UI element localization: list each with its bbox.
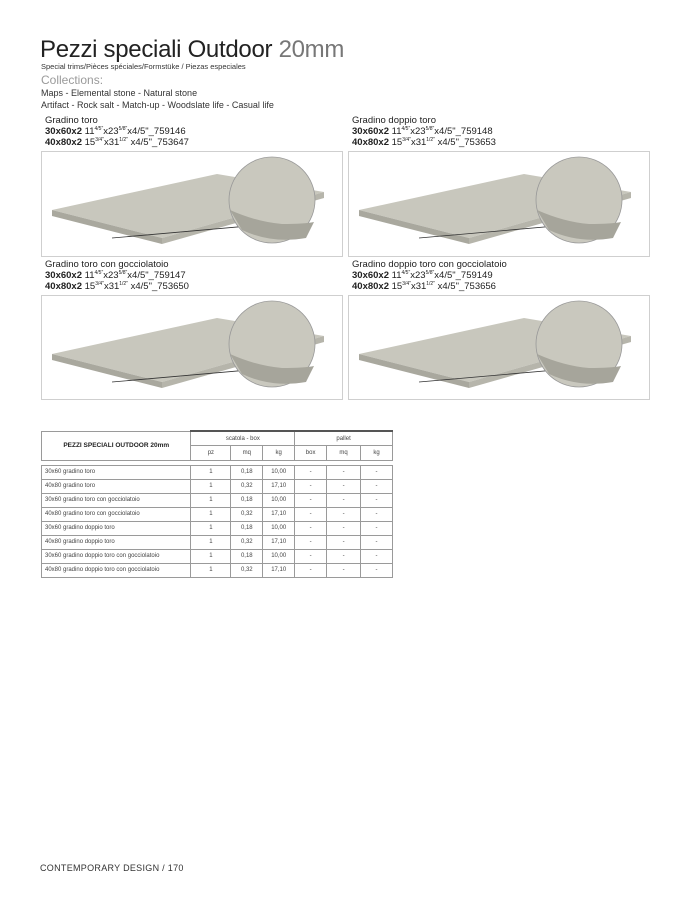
- table-row: 40x80 gradino toro 1 0,32 17,10 - - -: [42, 479, 393, 493]
- product-size-line: 30x60x2 $11^{4/5"}x23^{5/8"}x4/5"\_759148$: [352, 125, 493, 137]
- product-size-line: 40x80x2 $15^{3/4"}x31^{1/2"}$ x4/5"_753647: [45, 136, 189, 148]
- product-name: Gradino toro: [45, 115, 98, 126]
- column-header: mq: [231, 446, 263, 460]
- column-header: box: [295, 446, 327, 460]
- table-group-box: scatola - box: [191, 431, 295, 446]
- product-image-gradino-doppio-toro: [348, 151, 650, 257]
- size-code: 30x60x2: [352, 126, 389, 137]
- product-size-line: 30x60x2 $11^{4/5"}x23^{5/8"}x4/5"\_759147$: [45, 269, 186, 281]
- page-title-main: Pezzi speciali Outdoor: [40, 36, 273, 63]
- collections-line-2: Artifact - Rock salt - Match-up - Woodslate life - Casual life: [41, 100, 274, 110]
- collections-line-1: Maps - Elemental stone - Natural stone: [41, 88, 198, 98]
- size-code: 30x60x2: [352, 270, 389, 281]
- table-group-pallet: pallet: [295, 431, 393, 446]
- column-header: pz: [191, 446, 231, 460]
- page-title: [40, 36, 344, 64]
- product-image-gradino-toro-gocciolatoio: [41, 295, 343, 400]
- size-code: 40x80x2: [45, 281, 82, 292]
- product-image-gradino-doppio-toro-gocciolatoio: [348, 295, 650, 400]
- product-image-gradino-toro: [41, 151, 343, 257]
- collections-label: Collections:: [41, 73, 104, 87]
- table-header-main: PEZZI SPECIALI OUTDOOR 20mm: [42, 431, 191, 460]
- table-row: 40x80 gradino toro con gocciolatoio 1 0,32 17,10 - - -: [42, 507, 393, 521]
- page-subtitle: Special trims/Pièces spéciales/Formstüke / Piezas especiales: [41, 62, 246, 71]
- size-code: 40x80x2: [45, 137, 82, 148]
- product-name: Gradino doppio toro: [352, 115, 436, 126]
- column-header: mq: [327, 446, 361, 460]
- packaging-table: [41, 430, 393, 578]
- product-size-line: 30x60x2 $11^{4/5"}x23^{5/8"}x4/5"\_759149$: [352, 269, 493, 281]
- size-code: 30x60x2: [45, 126, 82, 137]
- column-header: kg: [263, 446, 295, 460]
- product-size-line: 40x80x2 $15^{3/4"}x31^{1/2"}$ x4/5"_753650: [45, 280, 189, 292]
- product-size-line: 40x80x2 $15^{3/4"}x31^{1/2"}$ x4/5"_753656: [352, 280, 496, 292]
- page-footer: CONTEMPORARY DESIGN / 170: [40, 863, 184, 873]
- table-row: 30x60 gradino doppio toro 1 0,18 10,00 - - -: [42, 521, 393, 535]
- page-title-thickness: 20mm: [278, 36, 345, 63]
- table-row: 30x60 gradino toro 1 0,18 10,00 - - -: [42, 465, 393, 479]
- size-code: 40x80x2: [352, 281, 389, 292]
- product-name: Gradino doppio toro con gocciolatoio: [352, 259, 507, 270]
- size-code: 30x60x2: [45, 270, 82, 281]
- table-row: 40x80 gradino doppio toro 1 0,32 17,10 - - -: [42, 535, 393, 549]
- product-size-line: 40x80x2 $15^{3/4"}x31^{1/2"}$ x4/5"_753653: [352, 136, 496, 148]
- table-row: 30x60 gradino doppio toro con gocciolatoio 1 0,18 10,00 - - -: [42, 549, 393, 563]
- product-name: Gradino toro con gocciolatoio: [45, 259, 169, 270]
- product-size-line: 30x60x2 $11^{4/5"}x23^{5/8"}x4/5"\_759146$: [45, 125, 186, 137]
- table-row: 30x60 gradino toro con gocciolatoio 1 0,18 10,00 - - -: [42, 493, 393, 507]
- table-row: 40x80 gradino doppio toro con gocciolatoio 1 0,32 17,10 - - -: [42, 563, 393, 577]
- size-code: 40x80x2: [352, 137, 389, 148]
- column-header: kg: [361, 446, 393, 460]
